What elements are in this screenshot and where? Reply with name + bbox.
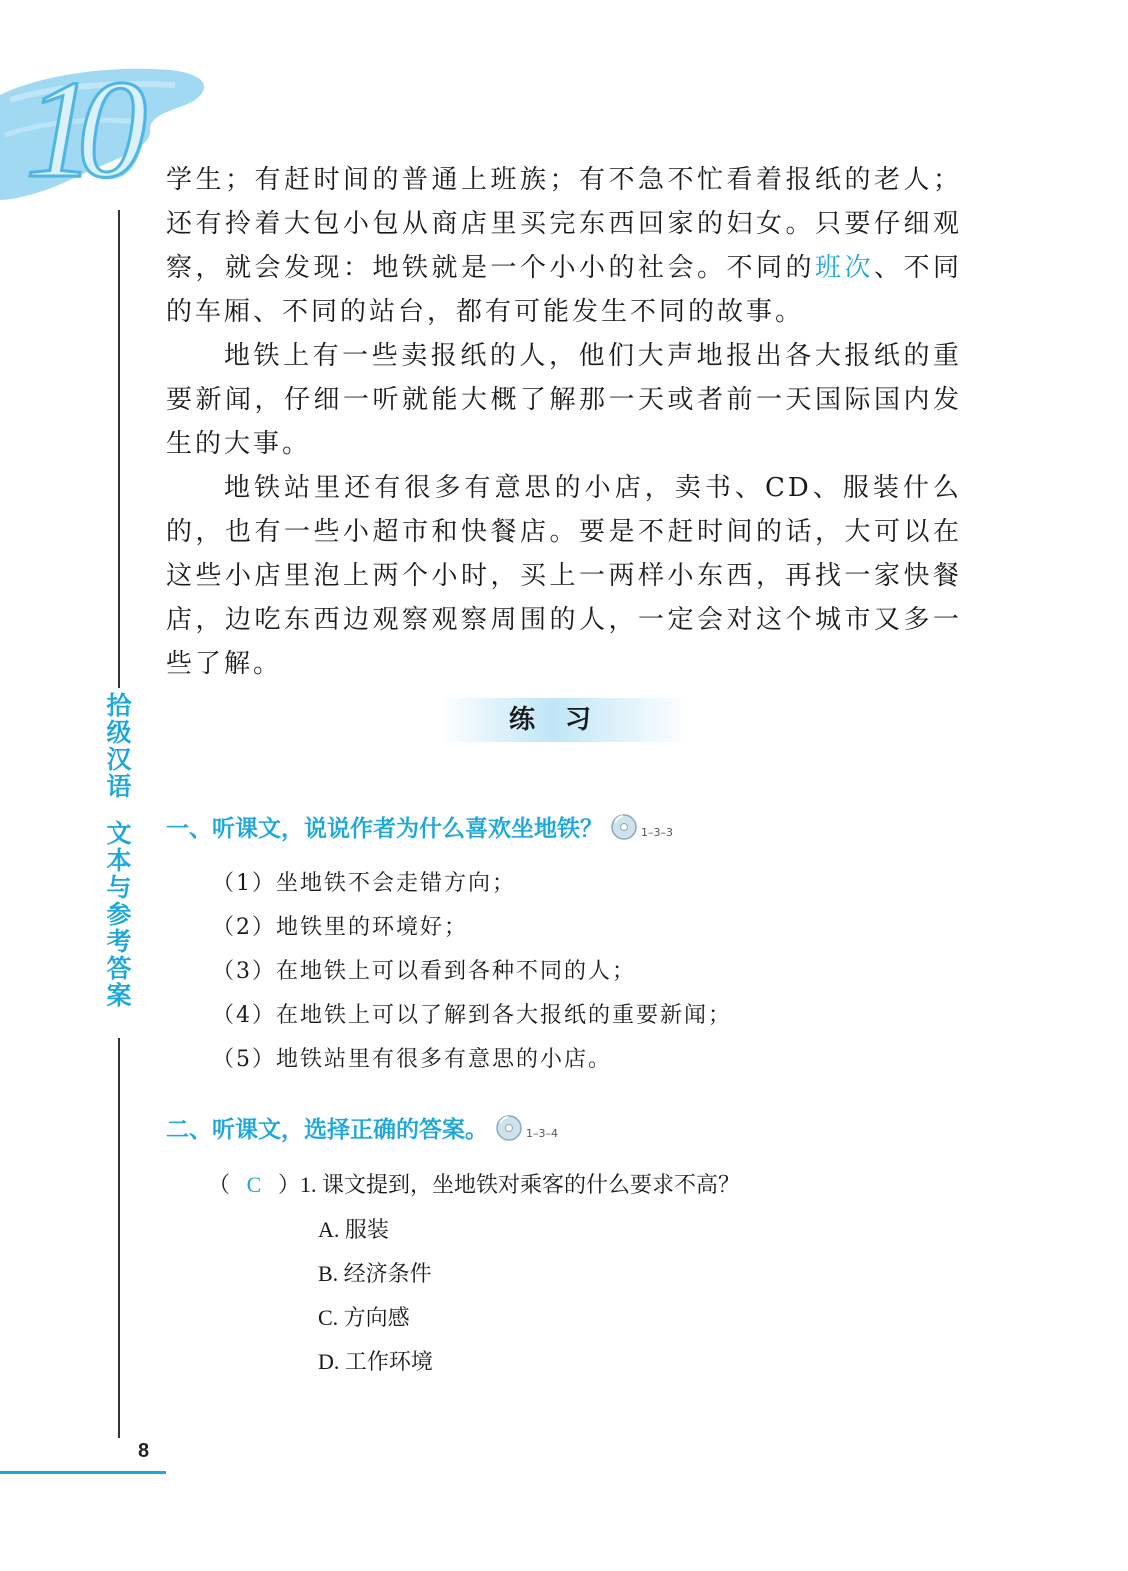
answer-list	[212, 862, 732, 1082]
paren-close: ）	[278, 1172, 301, 1197]
text-paragraph-2: 地铁上有一些卖报纸的人，他们大声地报出各大报纸的重要新闻，仔细一听就能大概了解那一天或者前一天国际国内发生的大事。	[166, 341, 962, 459]
page-number: 8	[138, 1440, 150, 1462]
list-item: （4）在地铁上可以了解到各大报纸的重要新闻；	[212, 1003, 732, 1028]
question-2-text: 二、听课文，选择正确的答案。	[166, 1117, 488, 1143]
question-1-text: 一、听课文，说说作者为什么喜欢坐地铁？	[166, 816, 603, 842]
audio-track-code: 1–3–4	[526, 1127, 558, 1140]
list-item: （1）坐地铁不会走错方向；	[212, 871, 516, 896]
page-rule	[0, 1471, 166, 1474]
option-list	[318, 1208, 433, 1384]
paragraph-text: 、不同的车厢、不同的站台，都有可能发生不同的故事。	[166, 253, 962, 327]
side-subtitle: 文本与参考答案	[106, 819, 132, 1010]
option-c: C. 方向感	[318, 1305, 410, 1330]
option-a: A. 服装	[318, 1217, 389, 1242]
list-item: （5）地铁站里有很多有意思的小店。	[212, 1047, 612, 1072]
series-title: 拾级汉语	[106, 691, 132, 801]
option-b: B. 经济条件	[318, 1261, 432, 1286]
audio-cd-icon[interactable]	[609, 812, 639, 842]
exercise-title: 练习	[440, 698, 690, 742]
audio-track-code: 1–3–3	[641, 826, 673, 839]
paragraph-text: 学生；有赶时间的普通上班族；有不急不忙看着报纸的老人；还有拎着大包小包从商店里买完东西回家的妇女。只要仔细观察，就会发现：地铁就是一个小小的社会。不同的	[166, 165, 962, 283]
multiple-choice-question	[208, 1165, 740, 1205]
lesson-number: 10	[25, 52, 129, 207]
question-2-heading	[166, 1113, 558, 1150]
question-text: 1. 课文提到，坐地铁对乘客的什么要求不高？	[300, 1172, 741, 1197]
question-1-heading	[166, 812, 673, 849]
list-item: （2）地铁里的环境好；	[212, 915, 468, 940]
answer-letter: C	[246, 1172, 262, 1197]
paren-open: （	[208, 1172, 231, 1197]
side-title	[104, 692, 134, 1009]
audio-cd-icon[interactable]	[494, 1113, 524, 1143]
text-paragraph-3: 地铁站里还有很多有意思的小店，卖书、CD、服装什么的，也有一些小超市和快餐店。要是不赶时间的话，大可以在这些小店里泡上两个小时，买上一两样小东西，再找一家快餐店，边吃东西边观察观察周围的人，一定会对这个城市又多一些了解。	[166, 473, 962, 679]
margin-rule-bottom	[118, 1038, 120, 1438]
option-d: D. 工作环境	[318, 1349, 433, 1374]
margin-rule-top	[118, 210, 120, 688]
list-item: （3）在地铁上可以看到各种不同的人；	[212, 959, 636, 984]
text-paragraph-1	[166, 158, 962, 334]
highlighted-word: 班次	[814, 253, 874, 283]
